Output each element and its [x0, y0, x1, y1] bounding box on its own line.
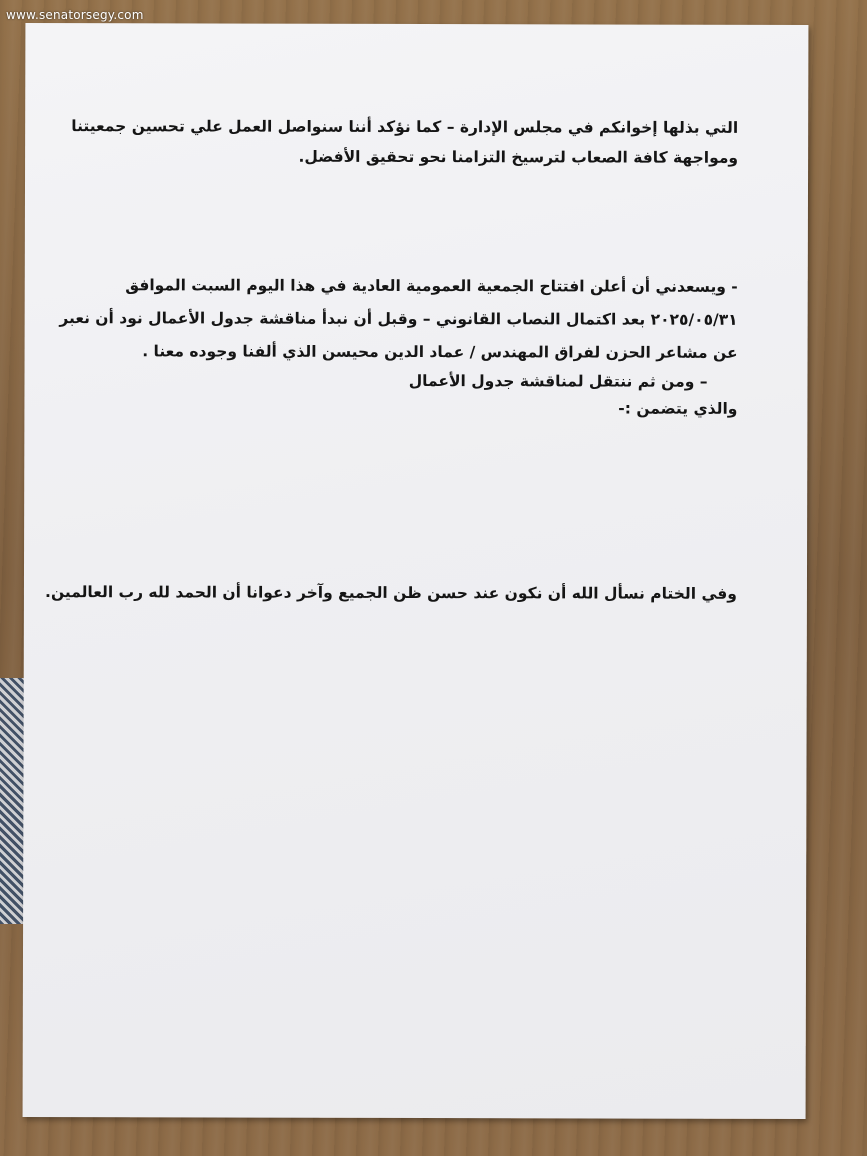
paragraph-intro-line-2: ومواجهة كافة الصعاب لترسيخ التزامنا نحو تحقيق الأفضل. [298, 147, 739, 167]
paragraph-intro-line-1: التي بذلها إخوانكم في مجلس الإدارة – كما نؤكد أننا سنواصل العمل علي تحسين جمعيتنا [71, 117, 739, 137]
site-watermark: www.senatorsegy.com [6, 8, 144, 22]
paragraph-opening-line-5: والذي يتضمن :- [618, 399, 738, 418]
paragraph-opening-line-4: – ومن ثم ننتقل لمناقشة جدول الأعمال [408, 371, 708, 391]
closing-statement [45, 577, 737, 609]
paragraph-opening-line-2: ٢٠٢٥/٠٥/٣١ بعد اكتمال النصاب القانوني – وقبل أن نبدأ مناقشة جدول الأعمال نود أن نعبر [59, 309, 738, 329]
paragraph-opening-line-3: عن مشاعر الحزن لفراق المهندس / عماد الدين محيسن الذي ألفنا وجوده معنا . [142, 342, 738, 362]
paragraph-intro [71, 111, 739, 173]
paragraph-opening-line-1: - ويسعدني أن أعلن افتتاح الجمعية العمومية العادية في هذا اليوم السبت الموافق [125, 276, 738, 296]
paragraph-opening-announcement [59, 269, 738, 424]
document-page [23, 23, 809, 1119]
closing-line: وفي الختام نسأل الله أن نكون عند حسن ظن الجميع وآخر دعوانا أن الحمد لله رب العالمين. [45, 583, 737, 603]
